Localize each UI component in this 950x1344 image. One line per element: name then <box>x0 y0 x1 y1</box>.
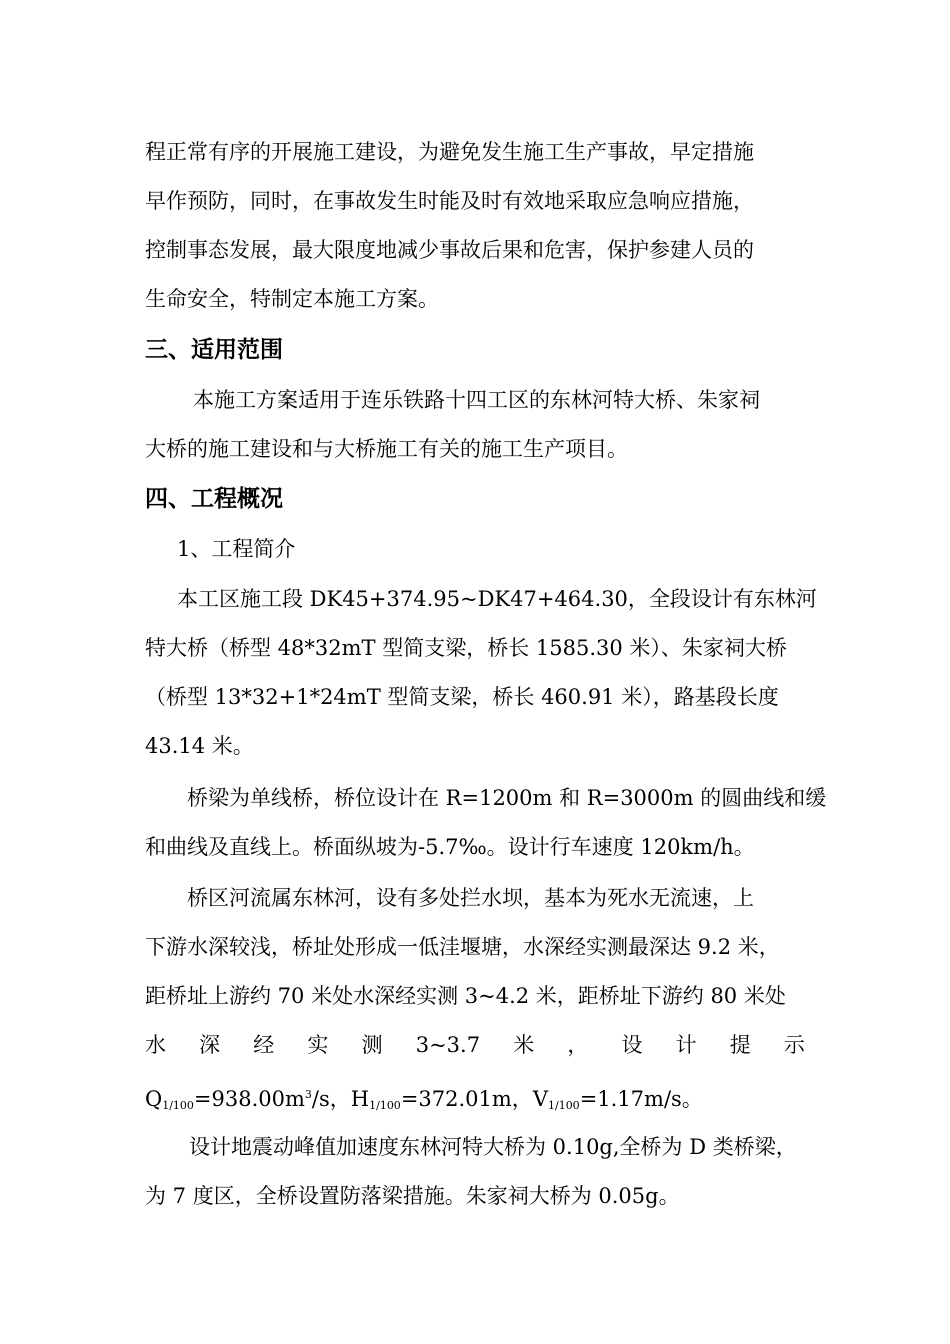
spread-word: 深 <box>199 1033 221 1057</box>
scope-line-1: 本施工方案适用于连乐铁路十四工区的东林河特大桥、朱家祠 <box>193 388 760 412</box>
para4-line-1: 设计地震动峰值加速度东林河特大桥为 0.10g,全桥为 D 类桥梁， <box>189 1135 797 1159</box>
formula-h-value: =372.01m， <box>400 1087 533 1111</box>
spread-word: 实 <box>307 1033 329 1057</box>
spread-word: 水 <box>145 1033 166 1057</box>
intro-line-3: 控制事态发展，最大限度地减少事故后果和危害，保护参建人员的 <box>145 238 754 262</box>
spread-word: 示 <box>783 1033 805 1057</box>
formula-q-unit: /s， <box>311 1087 351 1111</box>
para2-line-1: 桥梁为单线桥，桥位设计在 R=1200m 和 R=3000m 的圆曲线和缓 <box>187 786 827 810</box>
spread-word: 米 <box>513 1033 535 1057</box>
para3-line-3: 距桥址上游约 70 米处水深经实测 3~4.2 米，距桥址下游约 80 米处 <box>145 984 786 1008</box>
spread-word: 计 <box>675 1033 697 1057</box>
para2-line-2: 和曲线及直线上。桥面纵坡为-5.7‰。设计行车速度 120km/h。 <box>145 835 755 859</box>
spread-word: 提 <box>729 1033 751 1057</box>
section-heading-scope: 三、适用范围 <box>145 337 283 363</box>
formula-h-sub: 1/100 <box>369 1099 401 1112</box>
spread-word: 经 <box>253 1033 275 1057</box>
para3-line-1: 桥区河流属东林河，设有多处拦水坝，基本为死水无流速，上 <box>187 886 754 910</box>
subheading-intro: 1、工程简介 <box>177 537 296 561</box>
para3-formula-line <box>145 1080 703 1110</box>
spread-word: 3~3.7 <box>415 1033 481 1057</box>
spread-word: ， <box>567 1033 589 1057</box>
para4-line-2: 为 7 度区，全桥设置防落梁措施。朱家祠大桥为 0.05g。 <box>145 1184 680 1208</box>
intro-line-1: 程正常有序的开展施工建设，为避免发生施工生产事故，早定措施 <box>145 140 754 164</box>
para1-line-1: 本工区施工段 DK45+374.95~DK47+464.30，全段设计有东林河 <box>177 587 817 611</box>
formula-q: Q <box>145 1087 163 1111</box>
spread-word: 设 <box>621 1033 643 1057</box>
spread-word: 测 <box>361 1033 383 1057</box>
scope-line-2: 大桥的施工建设和与大桥施工有关的施工生产项目。 <box>145 437 628 461</box>
section-heading-overview: 四、工程概况 <box>145 486 283 512</box>
formula-v: V <box>532 1087 548 1111</box>
intro-line-2: 早作预防，同时，在事故发生时能及时有效地采取应急响应措施， <box>145 189 754 213</box>
formula-h: H <box>350 1087 370 1111</box>
para3-line-2: 下游水深较浅，桥址处形成一低洼堰塘，水深经实测最深达 9.2 米， <box>145 935 780 959</box>
para3-line-4-justified <box>145 1030 805 1060</box>
formula-v-value: =1.17m/s。 <box>579 1087 703 1111</box>
intro-line-4: 生命安全，特制定本施工方案。 <box>145 287 439 311</box>
formula-q-sub: 1/100 <box>162 1099 194 1112</box>
formula-q-sup: 3 <box>304 1088 312 1101</box>
para1-line-4: 43.14 米。 <box>145 734 254 758</box>
para1-line-2: 特大桥（桥型 48*32mT 型简支梁，桥长 1585.30 米）、朱家祠大桥 <box>145 636 787 660</box>
formula-q-value: =938.00m <box>193 1087 305 1111</box>
formula-v-sub: 1/100 <box>547 1099 580 1112</box>
para1-line-3: （桥型 13*32+1*24mT 型简支梁，桥长 460.91 米），路基段长度 <box>145 685 779 709</box>
